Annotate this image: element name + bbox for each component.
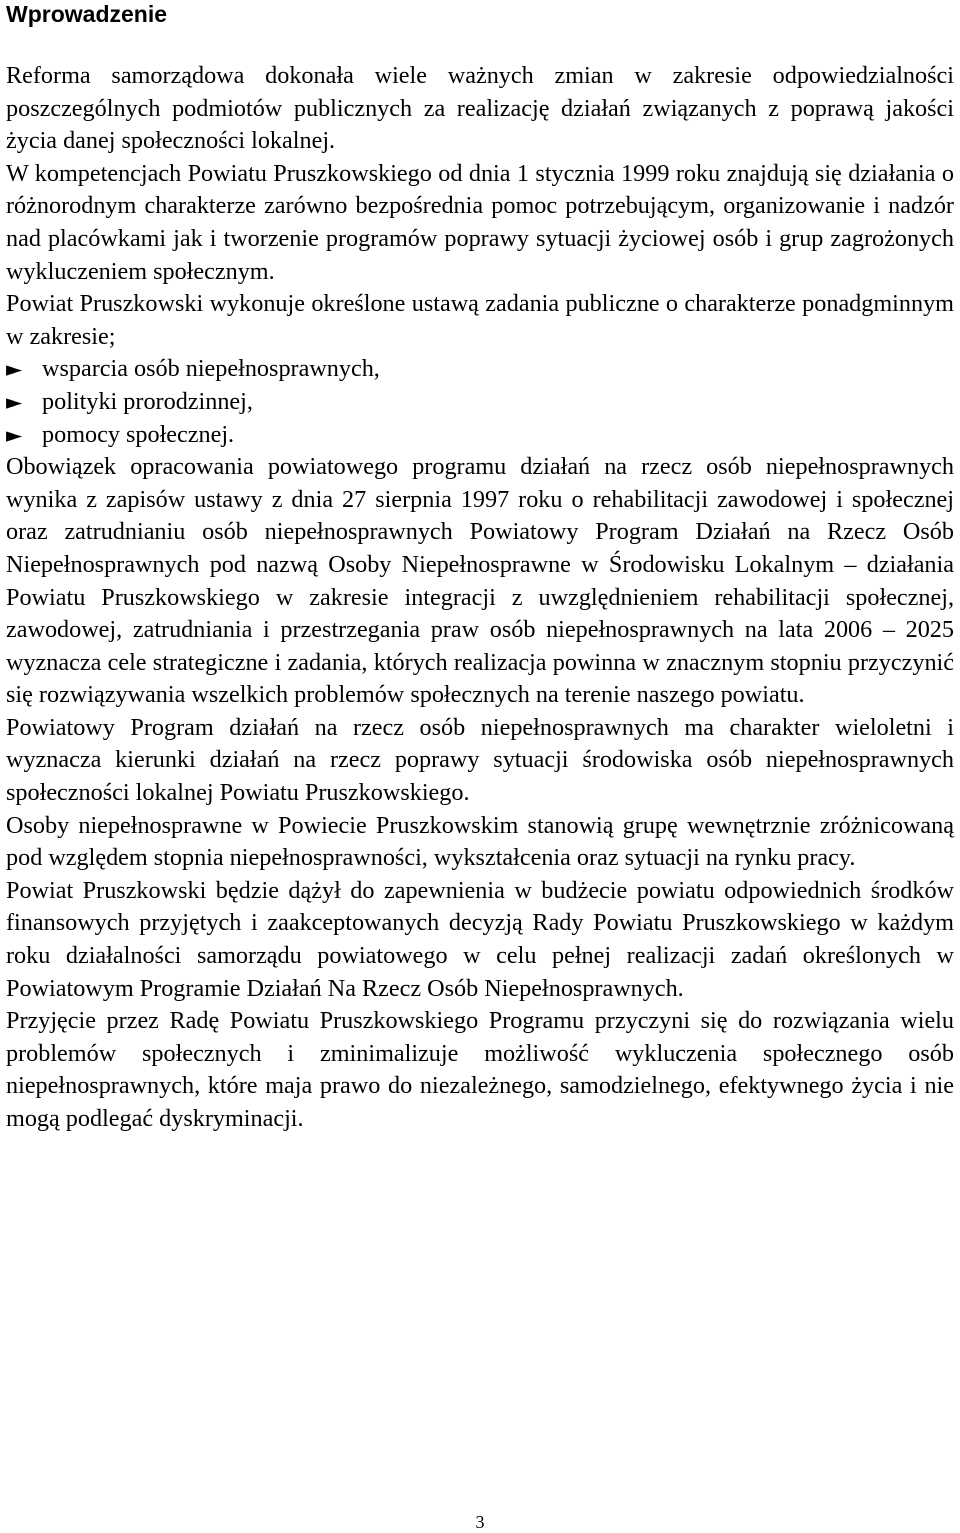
page-number: 3 <box>475 1512 485 1532</box>
paragraph-competences: W kompetencjach Powiatu Pruszkowskiego od dnia 1 stycznia 1999 roku znajdują się działania o różnorodnym charakterze zarówno bezpośrednia pomoc potrzebującym, organizowanie i nadzór nad placówkami jak i tworzenie programów poprawy sytuacji życiowej osób i grup zagrożonych wykluczeniem społecznym. <box>6 159 954 285</box>
arrow-right-icon: ► <box>6 422 23 447</box>
bullet-text: pomocy społecznej. <box>42 420 235 448</box>
bullet-text: polityki prorodzinnej, <box>42 387 253 415</box>
paragraph-program: Powiatowy Program działań na rzecz osób niepełnosprawnych ma charakter wieloletni i wyznacza kierunki działań na rzecz poprawy sytuacji środowiska osób niepełnosprawnych społeczności lokalnej Powiatu Pruszkowskiego. <box>6 713 954 807</box>
paragraph-obligation: Obowiązek opracowania powiatowego programu działań na rzecz osób niepełnosprawnych wynika z zapisów ustawy z dnia 27 sierpnia 1997 roku o rehabilitacji zawodowej i społecznej oraz zatrudnianiu osób niepełnosprawnych Powiatowy Program Działań na Rzecz Osób Niepełnosprawnych pod nazwą Osoby Niepełnosprawne w Środowisku Lokalnym – działania Powiatu Pruszkowskiego w zakresie integracji z uwzględnieniem rehabilitacji społecznej, zawodowej, zatrudniania i przestrzegania praw osób niepełnosprawnych na lata 2006 – 2025 wyznacza cele strategiczne i zadania, których realizacja powinna w znacznym stopniu przyczynić się rozwiązywania wszelkich problemów społecznych na terenie naszego powiatu. <box>6 453 954 709</box>
arrow-right-icon: ► <box>6 357 23 382</box>
paragraph-disabled-persons: Osoby niepełnosprawne w Powiecie Pruszkowskim stanowią grupę wewnętrznie zróżnicowaną pod względem stopnia niepełnosprawności, wykształcenia oraz sytuacji na rynku pracy. <box>6 811 954 872</box>
document-body <box>6 60 954 1136</box>
paragraph-tasks: Powiat Pruszkowski wykonuje określone ustawą zadania publiczne o charakterze ponadgminnym w zakresie; <box>6 290 954 350</box>
arrow-right-icon: ► <box>6 389 23 414</box>
document-page <box>6 0 954 1136</box>
bullet-item <box>6 419 954 452</box>
paragraph-reform: Reforma samorządowa dokonała wiele ważnych zmian w zakresie odpowiedzialności poszczególnych podmiotów publicznych za realizację działań związanych z poprawą jakości życia danej społeczności lokalnej. <box>6 62 954 155</box>
page-heading: Wprowadzenie <box>6 1 168 27</box>
paragraph-adoption: Przyjęcie przez Radę Powiatu Pruszkowskiego Programu przyczyni się do rozwiązania wielu problemów społecznych i zminimalizuje możliwość wykluczenia społecznego osób niepełnosprawnych, które maja prawo do niezależnego, samodzielnego, efektywnego życia i nie mogą podlegać dyskryminacji. <box>6 1007 954 1132</box>
paragraph-budget: Powiat Pruszkowski będzie dążył do zapewnienia w budżecie powiatu odpowiednich środków finansowych przyjętych i zaakceptowanych decyzją Rady Powiatu Pruszkowskiego w każdym roku działalności samorządu powiatowego w celu pełnej realizacji zadań określonych w Powiatowym Programie Działań Na Rzecz Osób Niepełnosprawnych. <box>6 876 954 1002</box>
bullet-item <box>6 353 954 386</box>
bullet-text: wsparcia osób niepełnosprawnych, <box>42 355 380 383</box>
bullet-item <box>6 386 954 419</box>
